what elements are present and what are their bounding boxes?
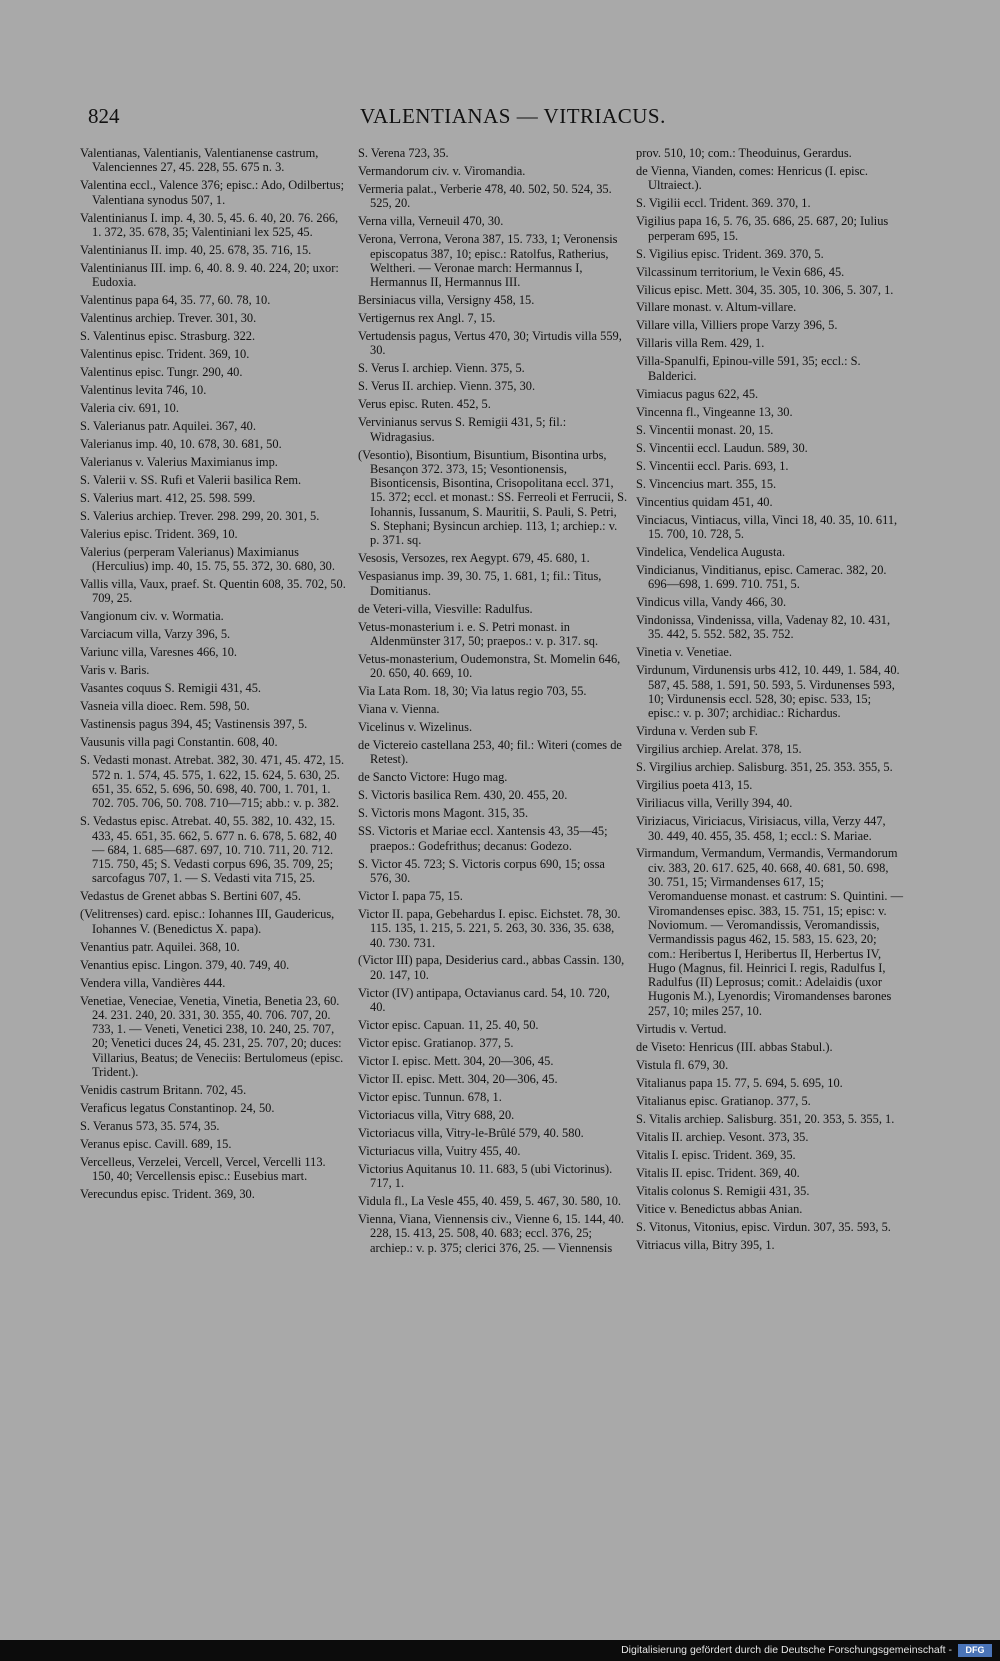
index-entry: Vistula fl. 679, 30. <box>636 1057 729 1072</box>
index-entry: Valerianus v. Valerius Maximianus imp. <box>80 454 278 469</box>
index-entry: Valentinianus III. imp. 6, 40. 8. 9. 40. 224, 20; uxor: Eudoxia. <box>80 260 339 290</box>
index-entry: S. Vitonus, Vitonius, episc. Virdun. 307, 35. 593, 5. <box>636 1219 891 1234</box>
index-entry: (Vesontio), Bisontium, Bisuntium, Bisontina urbs, Besançon 372. 373, 15; Vesontionensis, Bisonticensis, Bisontina, Crisopolitana eccl. 371, 15. 372; eccl. et monast.: SS. Ferreoli et Ferrucii, S. Iohannis, Iussanum, S. Mauritii, S. Pauli, S. Petri, S. Stephani; Bysincun archiep. 113, 1; archiep.: v. p. 371. sq. <box>358 447 628 548</box>
index-entry: S. Victor 45. 723; S. Victoris corpus 690, 15; ossa 576, 30. <box>358 856 605 885</box>
index-entry: S. Verus II. archiep. Vienn. 375, 30. <box>358 379 536 394</box>
index-entry: Valerius episc. Trident. 369, 10. <box>80 526 238 541</box>
page-number: 824 <box>88 104 120 128</box>
index-entry: Vincenna fl., Vingeanne 13, 30. <box>636 404 793 419</box>
index-entry: Vedastus de Grenet abbas S. Bertini 607, 45. <box>80 889 301 904</box>
index-entry: (Victor III) papa, Desiderius card., abbas Cassin. 130, 20. 147, 10. <box>358 953 625 982</box>
index-entry: prov. 510, 10; com.: Theoduinus, Gerardus. <box>636 146 852 160</box>
index-entry: SS. Victoris et Mariae eccl. Xantensis 43, 35—45; praepos.: Godefrithus; decanus: Godezo. <box>358 824 608 853</box>
index-entry: Via Lata Rom. 18, 30; Via latus regio 703, 55. <box>358 684 587 699</box>
index-entry: Vicelinus v. Wizelinus. <box>358 720 473 735</box>
index-entry: Villaris villa Rem. 429, 1. <box>636 336 765 351</box>
index-entry: Victor I. episc. Mett. 304, 20—306, 45. <box>358 1054 554 1069</box>
index-column-3 <box>636 146 904 1606</box>
index-entry: Vendera villa, Vandières 444. <box>80 975 226 990</box>
index-entry: S. Vincentii eccl. Paris. 693, 1. <box>636 458 789 473</box>
index-entry: Veranus episc. Cavill. 689, 15. <box>80 1137 232 1152</box>
index-entry: Vertudensis pagus, Vertus 470, 30; Virtudis villa 559, 30. <box>358 329 622 358</box>
index-entry: Valeria civ. 691, 10. <box>80 401 179 416</box>
index-entry: Vindonissa, Vindenissa, villa, Vadenay 82, 10. 431, 35. 442, 5. 552. 582, 35. 752. <box>636 613 891 642</box>
index-entry: S. Valerii v. SS. Rufi et Valerii basilica Rem. <box>80 472 302 487</box>
index-entry: S. Virgilius archiep. Salisburg. 351, 25. 353. 355, 5. <box>636 760 893 775</box>
index-entry: Valentianas, Valentianis, Valentianense castrum, Valenciennes 27, 45. 228, 55. 675 n. 3. <box>80 146 319 175</box>
index-entry: Vitalis II. episc. Trident. 369, 40. <box>636 1165 800 1180</box>
index-entry: Victor I. papa 75, 15. <box>358 888 463 903</box>
index-entry: S. Vedasti monast. Atrebat. 382, 30. 471, 45. 472, 15. 572 n. 1. 574, 45. 575, 1. 622, 15. 624, 5. 630, 25. 651, 35. 652, 5. 696, 50. 698, 40. 700, 1. 701, 1. 702. 705. 706, 50. 708. 710—715; abb.: v. p. 382. <box>80 753 345 811</box>
index-entry: Variunc villa, Varesnes 466, 10. <box>80 645 238 660</box>
index-entry: Vitalianus episc. Gratianop. 377, 5. <box>636 1093 811 1108</box>
index-entry: Vetus-monasterium i. e. S. Petri monast. in Aldenmünster 317, 50; praepos.: v. p. 317. sq. <box>358 619 599 648</box>
index-entry: Vindicianus, Vinditianus, episc. Camerac. 382, 20. 696—698, 1. 699. 710. 751, 5. <box>636 562 887 592</box>
index-entry: S. Valerius mart. 412, 25. 598. 599. <box>80 490 256 505</box>
index-entry: Vienna, Viana, Viennensis civ., Vienne 6, 15. 144, 40. 228, 15. 413, 25. 508, 40. 683; eccl. 376, 25; archiep.: v. p. 375; clerici 376, 25. — Viennensis <box>358 1212 625 1255</box>
index-entry: Venetiae, Veneciae, Venetia, Vinetia, Benetia 23, 60. 24. 231. 240, 20. 331, 30. 355, 40. 706. 707, 20. 733, 1. — Veneti, Venetici 238, 10. 240, 25. 707, 20; Venetici duces 24, 45. 231, 25. 707, 20; duces: Villarius, Beatus; de Veneciis: Bertulomeus (episc. Trident.). <box>80 993 344 1080</box>
index-entry: Virduna v. Verden sub F. <box>636 724 758 739</box>
index-entry: Vitalis II. archiep. Vesont. 373, 35. <box>636 1129 809 1144</box>
index-entry: Victor (IV) antipapa, Octavianus card. 54, 10. 720, 40. <box>358 985 610 1015</box>
index-entry: Vercelleus, Verzelei, Vercell, Vercel, Vercelli 113. 150, 40; Vercellensis episc.: Eusebius mart. <box>80 1155 326 1184</box>
index-entry: Vindicus villa, Vandy 466, 30. <box>636 595 787 610</box>
index-entry: Victoriacus villa, Vitry 688, 20. <box>358 1107 515 1122</box>
index-entry: Vertigernus rex Angl. 7, 15. <box>358 311 496 326</box>
index-entry: Vimiacus pagus 622, 45. <box>636 386 759 401</box>
index-entry: Virtudis v. Vertud. <box>636 1021 727 1036</box>
index-entry: S. Verena 723, 35. <box>358 146 449 160</box>
index-entry: Valentinus levita 746, 10. <box>80 383 207 398</box>
index-entry: Virdunum, Virdunensis urbs 412, 10. 449, 1. 584, 40. 587, 45. 588, 1. 591, 50. 593, 5. Virdunenses 593, 10; Virdunensis eccl. 528, 30; episc. 533, 15; episc.: v. p. 307; archidiac.: Richardus. <box>636 663 900 721</box>
index-entry: S. Valerius archiep. Trever. 298. 299, 20. 301, 5. <box>80 508 320 523</box>
index-entry: Verona, Verrona, Verona 387, 15. 733, 1; Veronensis episcopatus 387, 10; episc.: Ratolfus, Ratherius, Weltheri. — Veronae march: Hermannus I, Hermannus II, Hermannus III. <box>358 232 618 290</box>
index-entry: Victor episc. Capuan. 11, 25. 40, 50. <box>358 1018 539 1033</box>
index-entry: Verus episc. Ruten. 452, 5. <box>358 397 491 412</box>
index-entry: Vitriacus villa, Bitry 395, 1. <box>636 1237 775 1252</box>
index-entry: Vitalianus papa 15. 77, 5. 694, 5. 695, 10. <box>636 1075 843 1090</box>
index-entry: Vesosis, Versozes, rex Aegypt. 679, 45. 680, 1. <box>358 551 590 566</box>
index-entry: Vigilius papa 16, 5. 76, 35. 686, 25. 687, 20; Iulius perperam 695, 15. <box>636 214 889 243</box>
index-entry: Vincentius quidam 451, 40. <box>636 494 773 509</box>
index-entry: Valentinus archiep. Trever. 301, 30. <box>80 311 257 326</box>
index-entry: Vidula fl., La Vesle 455, 40. 459, 5. 467, 30. 580, 10. <box>358 1194 621 1209</box>
index-entry: Valentinianus I. imp. 4, 30. 5, 45. 6. 40, 20. 76. 266, 1. 372, 35. 678, 35; Valentiniani lex 525, 45. <box>80 210 339 239</box>
index-entry: Vitice v. Benedictus abbas Anian. <box>636 1201 803 1216</box>
index-entry: Viriliacus villa, Verilly 394, 40. <box>636 796 793 811</box>
index-entry: Viana v. Vienna. <box>358 702 440 717</box>
index-entry: Valentinus episc. Trident. 369, 10. <box>80 347 250 362</box>
index-entry: Vespasianus imp. 39, 30. 75, 1. 681, 1; fil.: Titus, Domitianus. <box>358 569 602 598</box>
index-entry: Vitalis colonus S. Remigii 431, 35. <box>636 1183 810 1198</box>
index-entry: Villa-Spanulfi, Epinou-ville 591, 35; eccl.: S. Balderici. <box>636 354 861 383</box>
index-entry: Valentina eccl., Valence 376; episc.: Ado, Odilbertus; Valentiana synodus 507, 1. <box>80 178 345 207</box>
index-entry: Venantius episc. Lingon. 379, 40. 749, 40. <box>80 957 290 972</box>
index-entry: Virmandum, Vermandum, Vermandis, Vermandorum civ. 383, 20. 617. 625, 40. 668, 40. 681, 50. 698, 30. 751, 15; Virmandenses 617, 15; Veromanduense monast. et castrum: S. Quintini. — Viromandenses episc. 383, 15. 751, 15; episc: v. Noviomum. — Veromandissis, Veromandissis, Vermandissis pagus 462, 15. 583, 15. 623, 20; com.: Heribertus I, Heribertus II, Herbertus IV, Hugo (Magnus, fil. Heinrici I. regis, Radulfus I, Radulfus (II) Leprosus; comit.: Adelaidis (uxor Hugonis M.), Lyenordis; Viromandenses barones 257, 10; miles 257, 10. <box>636 846 903 1018</box>
index-entry: Vallis villa, Vaux, praef. St. Quentin 608, 35. 702, 50. 709, 25. <box>80 577 346 606</box>
index-entry: Varciacum villa, Varzy 396, 5. <box>80 627 231 642</box>
index-entry: Vetus-monasterium, Oudemonstra, St. Momelin 646, 20. 650, 40. 669, 10. <box>358 651 621 681</box>
index-entry: Valentinus papa 64, 35. 77, 60. 78, 10. <box>80 293 271 308</box>
index-entry: Victor II. episc. Mett. 304, 20—306, 45. <box>358 1072 558 1086</box>
index-entry: Valentinianus II. imp. 40, 25. 678, 35. 716, 15. <box>80 242 312 257</box>
index-entry: S. Vigilii eccl. Trident. 369. 370, 1. <box>636 196 811 211</box>
index-entry: Victorius Aquitanus 10. 11. 683, 5 (ubi Victorinus). 717, 1. <box>358 1161 613 1191</box>
index-entry: de Victereio castellana 253, 40; fil.: Witeri (comes de Retest). <box>358 738 622 767</box>
index-entry: Vermandorum civ. v. Viromandia. <box>358 163 526 178</box>
index-entry: Venidis castrum Britann. 702, 45. <box>80 1083 247 1098</box>
index-column-1 <box>80 146 347 1606</box>
index-entry: S. Vincentii eccl. Laudun. 589, 30. <box>636 440 808 455</box>
index-entry: Valerianus imp. 40, 10. 678, 30. 681, 50. <box>80 436 282 451</box>
index-entry: Vasneia villa dioec. Rem. 598, 50. <box>80 699 250 714</box>
index-entry: de Vienna, Vianden, comes: Henricus (I. episc. Ultraiect.). <box>636 163 869 193</box>
index-entry: Valerius (perperam Valerianus) Maximianus (Herculius) imp. 40, 15. 75, 55. 372, 30. 680, 30. <box>80 544 335 574</box>
index-entry: de Viseto: Henricus (III. abbas Stabul.). <box>636 1039 833 1054</box>
index-entry: Virgilius archiep. Arelat. 378, 15. <box>636 742 802 757</box>
index-entry: Vinciacus, Vintiacus, villa, Vinci 18, 40. 35, 10. 611, 15. 700, 10. 728, 5. <box>636 512 898 541</box>
index-entry: S. Valentinus episc. Strasburg. 322. <box>80 329 256 344</box>
index-entry: Villare villa, Villiers prope Varzy 396, 5. <box>636 318 838 333</box>
index-entry: Vinetia v. Venetiae. <box>636 645 732 660</box>
index-entry: S. Victoris basilica Rem. 430, 20. 455, 20. <box>358 788 568 803</box>
index-entry: Vausunis villa pagi Constantin. 608, 40. <box>80 735 278 750</box>
page-header <box>88 104 666 134</box>
index-entry: Virgilius poeta 413, 15. <box>636 778 753 793</box>
index-entry: Vervinianus servus S. Remigii 431, 5; fil.: Widragasius. <box>358 415 567 444</box>
index-entry: S. Vitalis archiep. Salisburg. 351, 20. 353, 5. 355, 1. <box>636 1111 895 1126</box>
index-entry: Vindelica, Vendelica Augusta. <box>636 544 786 559</box>
index-entry: Vilcassinum territorium, le Vexin 686, 45. <box>636 264 845 279</box>
index-entry: Victoriacus villa, Vitry-le-Brûlé 579, 40. 580. <box>358 1125 584 1140</box>
index-entry: Victor episc. Gratianop. 377, 5. <box>358 1036 514 1051</box>
index-entry: S. Vedastus episc. Atrebat. 40, 55. 382, 10. 432, 15. 433, 45. 651, 35. 662, 5. 677 n. 6. 678, 5. 682, 40 — 684, 1. 685—687. 697, 10. 710. 711, 20. 712. 715. 750, 45; S. Vedasti corpus 696, 35. 709, 25; sarcofagus 707, 1. — S. Vedasti vita 715, 25. <box>80 814 337 886</box>
footer-credit: Digitalisierung gefördert durch die Deutsche Forschungsgemeinschaft - <box>621 1644 952 1656</box>
index-entry: Valentinus episc. Tungr. 290, 40. <box>80 365 243 380</box>
index-entry: Victor episc. Tunnun. 678, 1. <box>358 1089 502 1104</box>
index-entry: Veraficus legatus Constantinop. 24, 50. <box>80 1101 275 1116</box>
running-head: VALENTIANAS — VITRIACUS. <box>360 104 666 128</box>
index-entry: de Veteri-villa, Viesville: Radulfus. <box>358 601 533 616</box>
index-entry: (Velitrenses) card. episc.: Iohannes III, Gaudericus, Iohannes V. (Benedictus X. papa). <box>80 907 335 936</box>
index-entry: S. Vincentii monast. 20, 15. <box>636 422 774 437</box>
index-entry: Vastinensis pagus 394, 45; Vastinensis 397, 5. <box>80 717 308 732</box>
index-entry: S. Veranus 573, 35. 574, 35. <box>80 1119 220 1134</box>
index-entry: Victor II. papa, Gebehardus I. episc. Eichstet. 78, 30. 115. 135, 1. 215, 5. 221, 5. 263, 30. 336, 35. 638, 40. 730. 731. <box>358 906 621 950</box>
index-entry: Vilicus episc. Mett. 304, 35. 305, 10. 306, 5. 307, 1. <box>636 282 894 297</box>
dfg-logo: DFG <box>958 1644 992 1657</box>
index-entry: Bersiniacus villa, Versigny 458, 15. <box>358 293 535 308</box>
index-entry: de Sancto Victore: Hugo mag. <box>358 770 508 785</box>
index-entry: Varis v. Baris. <box>80 663 150 678</box>
index-entry: Verecundus episc. Trident. 369, 30. <box>80 1187 255 1202</box>
index-entry: S. Vigilius episc. Trident. 369. 370, 5. <box>636 246 824 261</box>
index-entry: Vermeria palat., Verberie 478, 40. 502, 50. 524, 35. 525, 20. <box>358 181 612 211</box>
index-entry: Victuriacus villa, Vuitry 455, 40. <box>358 1143 521 1158</box>
index-entry: Vangionum civ. v. Wormatia. <box>80 609 224 624</box>
index-entry: Venantius patr. Aquilei. 368, 10. <box>80 939 240 954</box>
index-entry: Vitalis I. episc. Trident. 369, 35. <box>636 1147 796 1162</box>
index-entry: Viriziacus, Viriciacus, Virisiacus, villa, Verzy 447, 30. 449, 40. 455, 35. 458, 1; eccl.: S. Mariae. <box>636 814 886 843</box>
index-entry: S. Valerianus patr. Aquilei. 367, 40. <box>80 419 256 433</box>
index-entry: S. Victoris mons Magont. 315, 35. <box>358 806 529 821</box>
index-entry: Vasantes coquus S. Remigii 431, 45. <box>80 681 262 696</box>
index-entry: Villare monast. v. Altum-villare. <box>636 300 797 315</box>
index-entry: S. Vincencius mart. 355, 15. <box>636 476 777 491</box>
digitization-footer <box>0 1640 1000 1661</box>
index-column-2 <box>358 146 628 1606</box>
index-entry: Verna villa, Verneuil 470, 30. <box>358 214 504 229</box>
index-entry: S. Verus I. archiep. Vienn. 375, 5. <box>358 361 525 376</box>
